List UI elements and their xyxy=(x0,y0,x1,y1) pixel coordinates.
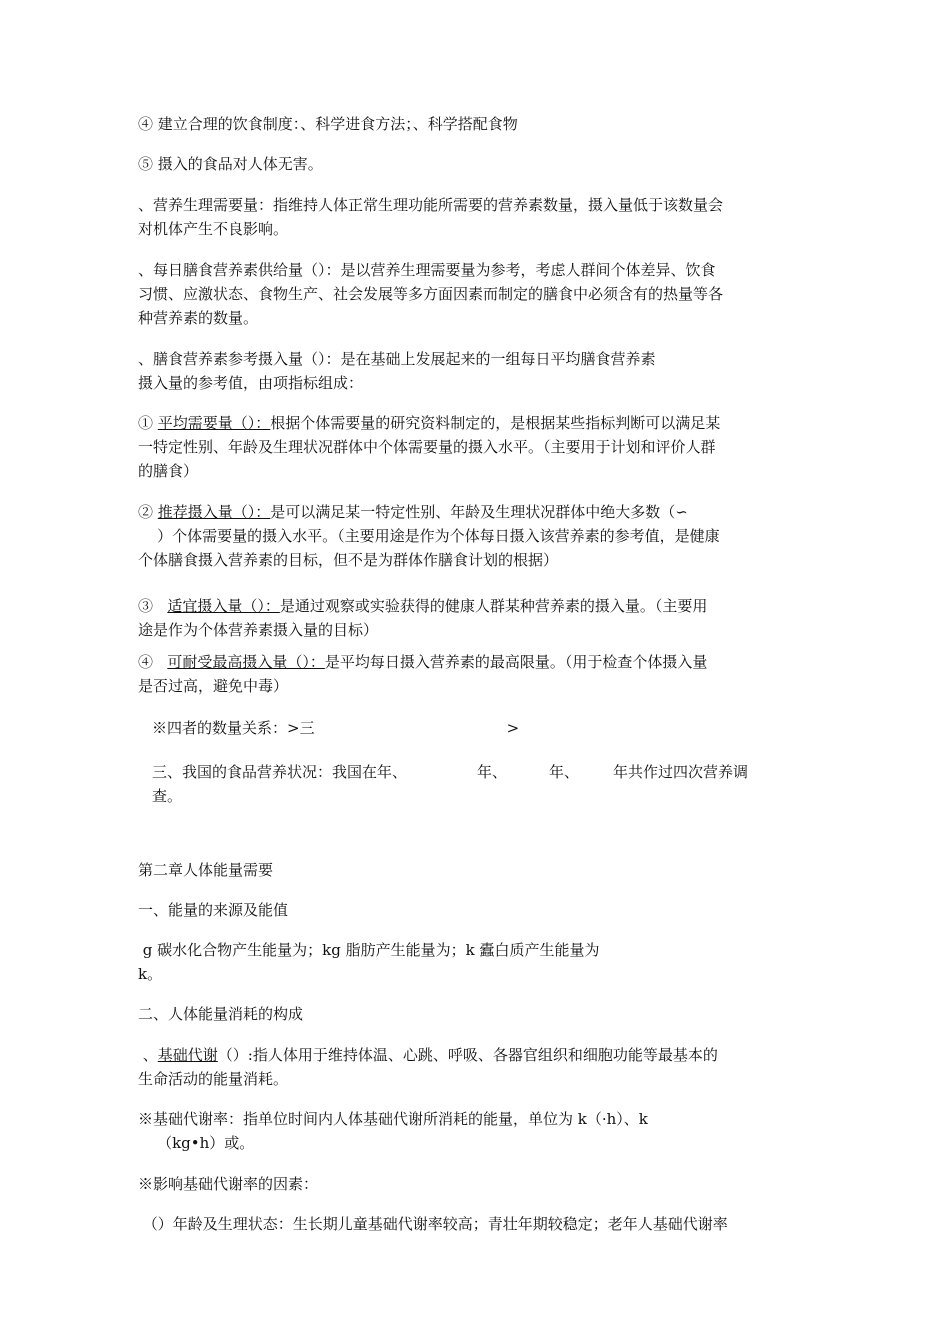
rni-term: 推荐摄入量（）： xyxy=(157,503,271,521)
text: 的膳食） xyxy=(138,462,199,480)
text: 途是作为个体营养素摄入量的目标） xyxy=(138,621,379,639)
text: 年、 xyxy=(477,763,508,781)
section-heading-energy-expenditure xyxy=(138,1002,814,1026)
item-number: ④ xyxy=(138,653,168,671)
basal-metabolism-term: 基础代谢 xyxy=(157,1046,218,1064)
text: 三、我国的食品营养状况：我国在年、 xyxy=(152,763,408,781)
text: k。 xyxy=(138,965,163,983)
diet-system-line xyxy=(138,112,814,136)
text: （kg•h）或。 xyxy=(138,1134,255,1152)
section-heading-energy-source xyxy=(138,898,814,922)
quantity-relation-line xyxy=(152,716,814,740)
nutrient-requirement-paragraph xyxy=(138,193,814,241)
ai-item xyxy=(138,594,814,642)
rni-item xyxy=(138,500,814,572)
text: ④ 建立合理的饮食制度：、科学进食方法；、科学搭配食物 xyxy=(138,115,518,133)
text: （）年龄及生理状态：生长期儿童基础代谢率较高；青壮年期较稳定；老年人基础代谢率 xyxy=(138,1215,728,1233)
text: 个体膳食摄入营养素的目标，但不是为群体作膳食计划的根据） xyxy=(138,551,559,569)
text: 、每日膳食营养素供给量（）：是以营养生理需要量为参考，考虑人群间个体差异、饮食 xyxy=(138,261,716,279)
ear-item xyxy=(138,411,814,483)
text: 种营养素的数量。 xyxy=(138,309,259,327)
text: 、 xyxy=(138,1046,158,1064)
rda-paragraph xyxy=(138,258,814,330)
energy-values-paragraph xyxy=(138,938,814,986)
bmr-paragraph xyxy=(138,1107,814,1155)
bmr-factors-heading xyxy=(138,1172,814,1196)
text: 生命活动的能量消耗。 xyxy=(138,1070,289,1088)
text: 查。 xyxy=(152,787,183,805)
text: 一、能量的来源及能值 xyxy=(138,901,289,919)
text: 习惯、应激状态、食物生产、社会发展等多方面因素而制定的膳食中必须含有的热量等各 xyxy=(138,285,724,303)
text: > xyxy=(506,719,520,737)
text: 是通过观察或实验获得的健康人群某种营养素的摄入量。（主要用 xyxy=(279,597,708,615)
text: ※影响基础代谢率的因素： xyxy=(138,1175,319,1193)
text: 年、 xyxy=(549,763,580,781)
ul-item xyxy=(138,650,814,698)
text: 、膳食营养素参考摄入量（）：是在基础上发展起来的一组每日平均膳食营养素 xyxy=(138,350,656,368)
basal-metabolism-paragraph xyxy=(138,1043,814,1091)
text: 年共作过四次营养调 xyxy=(613,763,749,781)
ear-term: 平均需要量（）： xyxy=(157,414,271,432)
text: 摄入量的参考值，由项指标组成： xyxy=(138,374,364,392)
nutrition-survey-paragraph xyxy=(152,760,814,808)
text: ）个体需要量的摄入水平。（主要用途是作为个体每日摄入该营养素的参考值，是健康 xyxy=(138,527,720,545)
text: 、营养生理需要量：指维持人体正常生理功能所需要的营养素数量，摄入量低于该数量会 xyxy=(138,196,724,214)
text: 对机体产生不良影响。 xyxy=(138,220,289,238)
text: 是可以满足某一特定性别、年龄及生理状况群体中绝大多数（∽ xyxy=(270,503,688,521)
ul-term: 可耐受最高摄入量（）： xyxy=(167,653,325,671)
text: ※基础代谢率：指单位时间内人体基础代谢所消耗的能量，单位为 k（·h）、k xyxy=(138,1110,648,1128)
text: 一特定性别、年龄及生理状况群体中个体需要量的摄入水平。（主要用于计划和评价人群 xyxy=(138,438,716,456)
text: 第二章人体能量需要 xyxy=(138,861,274,879)
dri-paragraph xyxy=(138,347,814,395)
text: 是否过高，避免中毒） xyxy=(138,677,289,695)
age-factor-line xyxy=(138,1212,814,1236)
text: ※四者的数量关系：>三 xyxy=(152,719,315,737)
text: 根据个体需要量的研究资料制定的，是根据某些指标判断可以满足某 xyxy=(270,414,721,432)
food-safety-line xyxy=(138,152,814,176)
text: 是平均每日摄入营养素的最高限量。（用于检查个体摄入量 xyxy=(324,653,708,671)
chapter-title xyxy=(138,858,814,882)
text: ⑤ 摄入的食品对人体无害。 xyxy=(138,155,323,173)
item-number: ① xyxy=(138,414,158,432)
ai-term: 适宜摄入量（）： xyxy=(167,597,280,615)
text: 二、人体能量消耗的构成 xyxy=(138,1005,304,1023)
item-number: ③ xyxy=(138,597,168,615)
text: （）:指人体用于维持体温、心跳、呼吸、各器官组织和细胞功能等最基本的 xyxy=(217,1046,718,1064)
text: g 碳水化合物产生能量为；kg 脂肪产生能量为；k 蠹白质产生能量为 xyxy=(138,941,600,959)
item-number: ② xyxy=(138,503,158,521)
